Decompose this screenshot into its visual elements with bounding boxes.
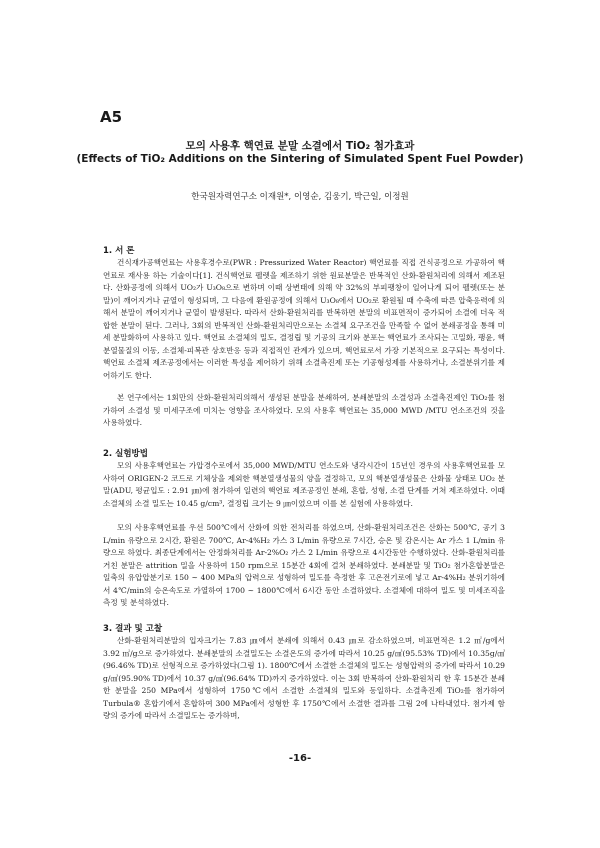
page-number: -16- xyxy=(288,753,312,764)
abstract-code: A5 xyxy=(100,108,123,126)
paragraph-introduction-2: 본 연구에서는 1회만의 산화-환원처리의해서 생성된 분말을 분쇄하여, 분쇄분말의 소결성과 소결촉진제인 TiO₂를 첨가하여 소결성 및 미세구조에 미치는 영향을 조사하였다. 모의 사용후 핵연료는 35,000 MWD /MTU 연소조건의 것을 사용하였다. xyxy=(103,393,505,427)
section-heading-method: 2. 실험방법 xyxy=(103,449,148,459)
title-english: (Effects of TiO₂ Additions on the Sintering of Simulated Spent Fuel Powder) xyxy=(76,153,524,165)
section-heading-introduction: 1. 서 론 xyxy=(103,246,135,256)
paragraph-method-1: 모의 사용후핵연료는 가압경수로에서 35,000 MWD/MTU 연소도와 냉각시간이 15년인 경우의 사용후핵연료를 모사하여 ORIGEN-2 코드로 기체상을 제외한 핵분열생성물의 양을 결정하고, 모의 핵분열생성물은 산화물 상태로 UO₂ 분말(ADU, 평균입도 : 2.91 ㎛)에 첨가하여 일련의 핵연료 제조공정인 분쇄, 혼합, 성형, 소결 단계를 거쳐 제조하였다. 이때 소결체의 소결 밀도는 10.45 g/cm³, 결정립 크기는 9 ㎛이었으며 이를 본 실험에 사용하였다. xyxy=(103,461,505,508)
paragraph-method-2: 모의 사용후핵연료를 우선 500℃에서 산화에 의한 전처리를 하였으며, 산화-환원처리조건은 산화는 500℃, 공기 3 L/min 유량으로 2시간, 환원은 700℃, Ar-4%H₂ 가스 3 L/min 유량으로 7시간, 승온 및 감온시는 Ar 가스 1 L/min 유량으로 하였다. 최종단계에서는 안정화처리를 Ar-2%O₂ 가스 2 L/min 유량으로 4시간동안 수행하였다. 산화-환원처리를 거친 분말은 attrition 밀을 사용하여 150 rpm으로 15분간 4회에 걸쳐 분쇄하였다. 분쇄분말 및 TiO₂ 첨가혼합분말은 일축의 유압압분기로 150 ~ 400 MPa의 압력으로 성형하여 밀도를 측정한 후 고온전기로에 넣고 Ar-4%H₂ 분위기하에서 4℃/min의 승온속도로 가열하여 1700 ~ 1800℃에서 6시간 동안 소결하였다. 소결체에 대하여 밀도 및 미세조직을 측정 및 분석하였다. xyxy=(103,523,505,607)
paragraph-results-1: 산화-환원처리분말의 입자크기는 7.83 ㎛에서 분쇄에 의해서 0.43 ㎛로 감소하였으며, 비표면적은 1.2 ㎡/g에서 3.92 ㎡/g으로 증가하였다. 분쇄분말의 소결밀도는 소결온도의 증가에 따라서 10.25 g/㎤(95.53% TD)에서 10.35g/㎤(96.46% TD)로 선형적으로 증가하였다(그림 1). 1800℃에서 소결한 소결체의 밀도는 성형압력의 증가에 따라서 10.29 g/㎤(95.90% TD)에서 10.37 g/㎤(96.64% TD)까지 증가하였다. 이는 3회 반복하여 산화-환원처리 한 후 15분간 분쇄한 분말을 250 MPa에서 성형하여 1750℃에서 소결한 소결체의 밀도와 동일하다. 소결촉진제 TiO₂를 첨가하여 Turbula® 혼합기에서 혼합하여 300 MPa에서 성형한 후 1750℃에서 소결한 결과를 그림 2에 나타내었다. 첨가제 함량의 증가에 따라서 소결밀도는 증가하며, xyxy=(103,636,505,720)
paragraph-introduction-1: 건식재가공핵연료는 사용후경수로(PWR : Pressurized Water Reactor) 핵연료를 직접 건식공정으로 가공하여 핵연료로 재사용 하는 기술이다[1]. 건식핵연료 펠렛을 제조하기 위한 원료분말은 반복적인 산화-환원처리에 의해서 제조된다. 산화공정에 의해서 UO₂가 U₃O₈으로 변하며 이때 상변태에 의해 약 32%의 부피팽창이 일어나게 되어 펠렛(또는 분말)이 깨어지거나 균열이 형성되며, 그 다음에 환원공정에 의해서 U₃O₈에서 UO₂로 환원될 때 수축에 따른 압축응력에 의해서 분말이 깨어지거나 균열이 발생된다. 따라서 산화-환원처리를 반복하면 분말의 비표면적이 증가되어 소결에 더욱 적합한 분말이 된다. 그러나, 3회의 반복적인 산화-환원처리만으로는 소결체 요구조건을 만족할 수 없어 분쇄공정을 통해 미세 분말화하여 사용하고 있다. 핵연료 소결체의 밀도, 결정립 및 기공의 크기와 분포는 핵연료가 조사되는 고밀화, 팽윤, 핵분열물질의 이동, 소결체-피복관 상호반응 등과 직접적인 관계가 있으며, 핵연료로서 가장 기본적으로 요구되는 특성이다. 핵연료 소결체 제조공정에서는 이러한 특성을 제어하기 위해 소결촉진제 또는 기공형성제를 사용하거나, 소결분위기를 제어하기도 한다. xyxy=(103,258,505,380)
title-korean: 모의 사용후 핵연료 분말 소결에서 TiO₂ 첨가효과 xyxy=(185,140,415,152)
author-line: 한국원자력연구소 이재원*, 이영순, 김웅기, 박근일, 이정원 xyxy=(191,192,409,202)
section-heading-results: 3. 결과 및 고찰 xyxy=(103,624,163,634)
